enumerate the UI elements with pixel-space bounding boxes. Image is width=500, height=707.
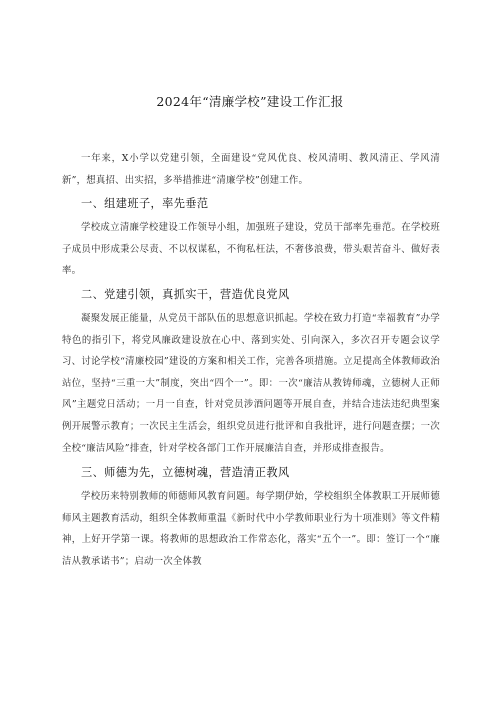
document-title: 2024年“清廉学校”建设工作汇报 <box>156 94 344 109</box>
section-1-heading: 一、组建班子，率先垂范 <box>81 197 209 211</box>
section-3-paragraph: 学校历来特别教师的师德师风教育问题。每学期伊始，学校组织全体教职工开展师德师风主题教育活动，组织全体教师重温《新时代中小学教师职业行为十项准则》等文件精神，上好开学第一课。将教师的思想政治工作常态化，落实“五个一”。即：签订一个“廉洁从教承诺书”；启动一次全体教 <box>62 491 440 567</box>
intro-paragraph: 一年来，X小学以党建引领，全面建设“党风优良、校风清明、教风清正、学风清新”，想真招、出实招，多举措推进“清廉学校”创建工作。 <box>62 153 440 186</box>
document-body <box>62 148 440 573</box>
section-2-paragraph: 凝聚发展正能量，从党员干部队伍的思想意识抓起。学校在致力打造“幸福教育”办学特色的指引下，将党风廉政建设放在心中、落到实处、引向深入，多次召开专题会议学习、讨论学校“清廉校园”建设的方案和相关工作，完善各项措施。立足提高全体教师政治站位，坚持“三重一大”制度，突出“四个一”。即：一次“廉洁从教铸师魂，立德树人正师风”主题党日活动；一月一自查，针对党员涉酒问题等开展自查，并结合违法违纪典型案例开展警示教育；一次民主生活会，组织党员进行批评和自我批评，进行问题查摆；一次全校“廉洁风险”排查，针对学校各部门工作开展廉洁自查，并形成排查报告。 <box>62 312 440 454</box>
section-3-heading: 三、师德为先，立德树魂，营造清正教风 <box>81 466 290 480</box>
section-2-heading: 二、党建引领，真抓实干，营造优良党风 <box>81 287 290 301</box>
section-1-paragraph: 学校成立清廉学校建设工作领导小组，加强班子建设，党员干部率先垂范。在学校班子成员中形成秉公尽责、不以权谋私，不徇私枉法，不奢侈浪费，带头艰苦奋斗、做好表率。 <box>62 222 440 277</box>
